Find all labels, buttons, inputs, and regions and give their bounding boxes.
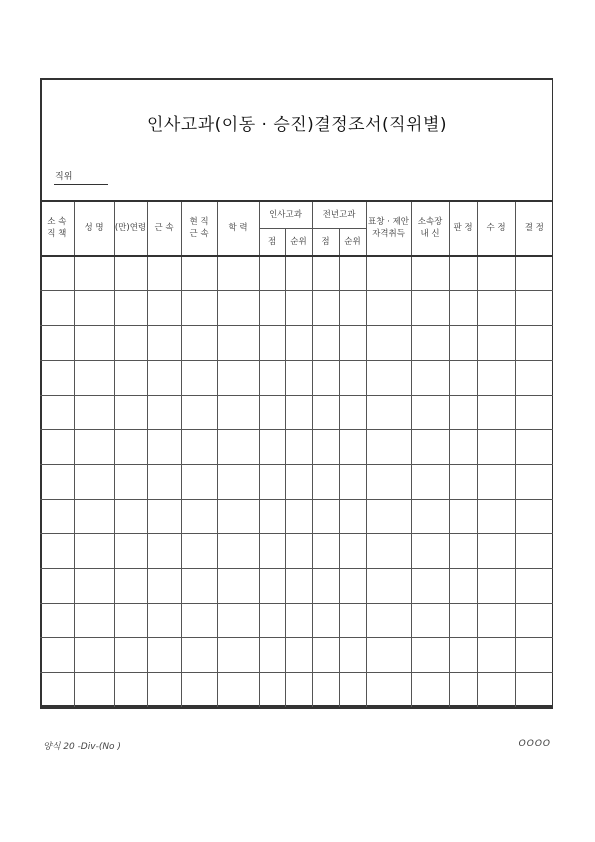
table-cell[interactable] [181, 360, 217, 395]
table-cell[interactable] [477, 291, 515, 326]
table-cell[interactable] [449, 395, 477, 430]
table-cell[interactable] [40, 638, 74, 673]
table-cell[interactable] [217, 464, 259, 499]
table-cell[interactable] [411, 499, 449, 534]
table-cell[interactable] [366, 256, 411, 291]
table-cell[interactable] [74, 464, 114, 499]
table-cell[interactable] [40, 326, 74, 361]
table-cell[interactable] [74, 395, 114, 430]
table-cell[interactable] [339, 326, 366, 361]
table-cell[interactable] [74, 291, 114, 326]
table-cell[interactable] [366, 534, 411, 569]
table-row [40, 464, 553, 499]
table-cell[interactable] [366, 360, 411, 395]
header-affiliation-top: 소 속 [47, 216, 67, 227]
table-cell[interactable] [449, 360, 477, 395]
table-cell[interactable] [217, 499, 259, 534]
table-cell[interactable] [312, 326, 339, 361]
table-cell[interactable] [259, 256, 285, 291]
table-cell[interactable] [339, 499, 366, 534]
table-cell[interactable] [217, 603, 259, 638]
table-cell[interactable] [411, 360, 449, 395]
table-cell[interactable] [366, 638, 411, 673]
table-cell[interactable] [147, 499, 181, 534]
header-dept-head-top: 소속장 [417, 216, 443, 227]
table-cell[interactable] [181, 534, 217, 569]
table-cell[interactable] [366, 603, 411, 638]
table-cell[interactable] [477, 638, 515, 673]
table-cell[interactable] [411, 256, 449, 291]
table-cell[interactable] [339, 291, 366, 326]
table-cell[interactable] [449, 534, 477, 569]
table-cell[interactable] [74, 360, 114, 395]
table-cell[interactable] [339, 603, 366, 638]
header-awards-bottom: 자격취득 [372, 229, 405, 240]
table-cell[interactable] [40, 430, 74, 465]
table-cell[interactable] [411, 291, 449, 326]
table-cell[interactable] [339, 256, 366, 291]
table-cell[interactable] [147, 603, 181, 638]
table-cell[interactable] [312, 464, 339, 499]
table-cell[interactable] [477, 534, 515, 569]
table-cell[interactable] [114, 673, 147, 708]
position-label: 직위 [55, 172, 73, 182]
table-cell[interactable] [259, 603, 285, 638]
table-cell[interactable] [285, 360, 312, 395]
header-current-top: 현 직 [189, 216, 209, 227]
table-cell[interactable] [477, 326, 515, 361]
table-cell[interactable] [339, 569, 366, 604]
table-cell[interactable] [285, 569, 312, 604]
table-cell[interactable] [312, 430, 339, 465]
header-age: (만)연령 [114, 201, 147, 256]
table-cell[interactable] [40, 256, 74, 291]
table-cell[interactable] [411, 464, 449, 499]
table-cell[interactable] [285, 499, 312, 534]
table-cell[interactable] [366, 395, 411, 430]
table-cell[interactable] [114, 464, 147, 499]
table-cell[interactable] [449, 430, 477, 465]
table-row [40, 430, 553, 465]
table-cell[interactable] [515, 499, 553, 534]
table-cell[interactable] [259, 360, 285, 395]
table-cell[interactable] [40, 464, 74, 499]
table-cell[interactable] [114, 430, 147, 465]
table-cell[interactable] [181, 256, 217, 291]
header-education: 학 력 [217, 201, 259, 256]
table-cell[interactable] [181, 395, 217, 430]
table-cell[interactable] [217, 430, 259, 465]
table-row [40, 603, 553, 638]
form-title: 인사고과(이동 · 승진)결정조서(직위별) [146, 115, 448, 135]
header-name: 성 명 [74, 201, 114, 256]
table-cell[interactable] [411, 430, 449, 465]
table-cell[interactable] [477, 256, 515, 291]
table-cell[interactable] [515, 360, 553, 395]
table-cell[interactable] [411, 569, 449, 604]
table-row [40, 569, 553, 604]
table-cell[interactable] [181, 326, 217, 361]
table-cell[interactable] [312, 499, 339, 534]
position-underline [54, 184, 108, 185]
table-cell[interactable] [114, 569, 147, 604]
table-cell[interactable] [411, 673, 449, 708]
table-cell[interactable] [217, 291, 259, 326]
table-cell[interactable] [181, 499, 217, 534]
table-cell[interactable] [515, 326, 553, 361]
table-cell[interactable] [40, 291, 74, 326]
table-cell[interactable] [285, 326, 312, 361]
table-cell[interactable] [285, 256, 312, 291]
table-cell[interactable] [181, 291, 217, 326]
table-cell[interactable] [411, 395, 449, 430]
table-cell[interactable] [366, 673, 411, 708]
header-current-position [181, 201, 217, 256]
header-awards-top: 표창 · 제안 [368, 216, 409, 227]
table-cell[interactable] [449, 256, 477, 291]
table-cell[interactable] [312, 638, 339, 673]
table-cell[interactable] [147, 638, 181, 673]
table-cell[interactable] [259, 395, 285, 430]
table-cell[interactable] [147, 360, 181, 395]
table-cell[interactable] [411, 603, 449, 638]
table-cell[interactable] [312, 534, 339, 569]
table-cell[interactable] [285, 430, 312, 465]
table-cell[interactable] [477, 603, 515, 638]
table-cell[interactable] [366, 291, 411, 326]
table-cell[interactable] [477, 499, 515, 534]
header-revision: 수 정 [477, 201, 515, 256]
table-cell[interactable] [285, 603, 312, 638]
table-cell[interactable] [411, 638, 449, 673]
table-cell[interactable] [366, 430, 411, 465]
table-cell[interactable] [217, 326, 259, 361]
table-cell[interactable] [259, 430, 285, 465]
table-cell[interactable] [259, 638, 285, 673]
table-cell[interactable] [181, 673, 217, 708]
table-cell[interactable] [181, 603, 217, 638]
table-cell[interactable] [114, 534, 147, 569]
table-cell[interactable] [477, 395, 515, 430]
table-cell[interactable] [477, 569, 515, 604]
table-cell[interactable] [74, 569, 114, 604]
table-cell[interactable] [74, 430, 114, 465]
table-cell[interactable] [312, 395, 339, 430]
table-cell[interactable] [515, 534, 553, 569]
table-cell[interactable] [74, 326, 114, 361]
table-cell[interactable] [114, 291, 147, 326]
table-cell[interactable] [114, 256, 147, 291]
table-cell[interactable] [181, 430, 217, 465]
table-cell[interactable] [114, 395, 147, 430]
table-cell[interactable] [366, 326, 411, 361]
table-cell[interactable] [74, 534, 114, 569]
table-cell[interactable] [147, 673, 181, 708]
table-cell[interactable] [449, 464, 477, 499]
table-cell[interactable] [449, 569, 477, 604]
table-cell[interactable] [259, 464, 285, 499]
table-cell[interactable] [477, 360, 515, 395]
table-cell[interactable] [181, 569, 217, 604]
table-cell[interactable] [515, 464, 553, 499]
table-cell[interactable] [40, 673, 74, 708]
table-cell[interactable] [259, 291, 285, 326]
table-row [40, 638, 553, 673]
table-cell[interactable] [114, 499, 147, 534]
table-cell[interactable] [40, 360, 74, 395]
table-cell[interactable] [217, 534, 259, 569]
table-cell[interactable] [339, 534, 366, 569]
table-cell[interactable] [339, 430, 366, 465]
table-cell[interactable] [217, 395, 259, 430]
table-cell[interactable] [147, 569, 181, 604]
table-cell[interactable] [74, 499, 114, 534]
table-cell[interactable] [74, 638, 114, 673]
table-cell[interactable] [411, 326, 449, 361]
table-cell[interactable] [515, 430, 553, 465]
table-cell[interactable] [114, 603, 147, 638]
table-row [40, 673, 553, 708]
table-cell[interactable] [217, 638, 259, 673]
table-cell[interactable] [477, 430, 515, 465]
table-cell[interactable] [285, 638, 312, 673]
table-row [40, 534, 553, 569]
table-cell[interactable] [312, 673, 339, 708]
table-cell[interactable] [285, 673, 312, 708]
header-decision: 결 정 [515, 201, 553, 256]
table-cell[interactable] [477, 464, 515, 499]
table-row [40, 360, 553, 395]
table-cell[interactable] [515, 569, 553, 604]
header-judgment: 판 정 [449, 201, 477, 256]
header-affiliation-bottom: 직 책 [47, 229, 67, 240]
table-cell[interactable] [366, 569, 411, 604]
table-cell[interactable] [366, 464, 411, 499]
table-cell[interactable] [40, 395, 74, 430]
header-row-1 [40, 201, 553, 229]
table-cell[interactable] [40, 569, 74, 604]
table-cell[interactable] [312, 603, 339, 638]
table-cell[interactable] [515, 638, 553, 673]
table-cell[interactable] [181, 464, 217, 499]
table-cell[interactable] [449, 291, 477, 326]
table-cell[interactable] [477, 673, 515, 708]
header-dept-head [411, 201, 449, 256]
table-cell[interactable] [449, 326, 477, 361]
table-cell[interactable] [40, 603, 74, 638]
table-cell[interactable] [449, 603, 477, 638]
table-cell[interactable] [285, 534, 312, 569]
table-cell[interactable] [40, 534, 74, 569]
header-current-bottom: 근 속 [189, 229, 209, 240]
table-cell[interactable] [114, 638, 147, 673]
table-cell[interactable] [312, 569, 339, 604]
table-row [40, 326, 553, 361]
table-cell[interactable] [366, 499, 411, 534]
table-row [40, 395, 553, 430]
form-number: 양식 20 -Div-(No ) [43, 742, 121, 752]
table-cell[interactable] [147, 464, 181, 499]
header-prev-appraisal: 전년고과 [312, 201, 366, 229]
header-service: 근 속 [147, 201, 181, 256]
table-cell[interactable] [515, 395, 553, 430]
table-cell[interactable] [449, 673, 477, 708]
table-cell[interactable] [515, 256, 553, 291]
table-cell[interactable] [449, 499, 477, 534]
table-cell[interactable] [74, 603, 114, 638]
table-cell[interactable] [74, 256, 114, 291]
table-cell[interactable] [515, 291, 553, 326]
table-row [40, 256, 553, 291]
table-cell[interactable] [147, 534, 181, 569]
table-cell[interactable] [114, 326, 147, 361]
table-cell[interactable] [259, 499, 285, 534]
table-cell[interactable] [339, 395, 366, 430]
header-appraisal: 인사고과 [259, 201, 312, 229]
header-prev-rank: 순위 [339, 229, 366, 256]
table-cell[interactable] [259, 326, 285, 361]
table-cell[interactable] [217, 256, 259, 291]
table-cell[interactable] [339, 638, 366, 673]
table-cell[interactable] [217, 673, 259, 708]
header-appraisal-score: 점 [259, 229, 285, 256]
header-awards [366, 201, 411, 256]
table-cell[interactable] [312, 256, 339, 291]
table-cell[interactable] [515, 673, 553, 708]
table-cell[interactable] [515, 603, 553, 638]
table-cell[interactable] [285, 395, 312, 430]
table-cell[interactable] [40, 499, 74, 534]
table-cell[interactable] [339, 464, 366, 499]
table-cell[interactable] [259, 673, 285, 708]
table-cell[interactable] [339, 673, 366, 708]
table-cell[interactable] [114, 360, 147, 395]
table-cell[interactable] [312, 360, 339, 395]
table-cell[interactable] [259, 534, 285, 569]
table-cell[interactable] [147, 256, 181, 291]
table-cell[interactable] [147, 326, 181, 361]
table-cell[interactable] [312, 291, 339, 326]
decision-table [40, 200, 553, 709]
table-cell[interactable] [285, 291, 312, 326]
header-dept-head-bottom: 내 신 [420, 229, 440, 240]
table-cell[interactable] [285, 464, 312, 499]
table-row [40, 499, 553, 534]
table-cell[interactable] [217, 360, 259, 395]
table-cell[interactable] [147, 291, 181, 326]
table-cell[interactable] [74, 673, 114, 708]
header-prev-score: 점 [312, 229, 339, 256]
table-cell[interactable] [411, 534, 449, 569]
table-cell[interactable] [339, 360, 366, 395]
table-row [40, 291, 553, 326]
form-frame [40, 78, 553, 707]
table-cell[interactable] [181, 638, 217, 673]
header-appraisal-rank: 순위 [285, 229, 312, 256]
table-cell[interactable] [147, 430, 181, 465]
table-cell[interactable] [259, 569, 285, 604]
table-cell[interactable] [449, 638, 477, 673]
table-cell[interactable] [147, 395, 181, 430]
header-affiliation [40, 201, 74, 256]
form-code: OOOO [518, 739, 551, 749]
table-cell[interactable] [217, 569, 259, 604]
